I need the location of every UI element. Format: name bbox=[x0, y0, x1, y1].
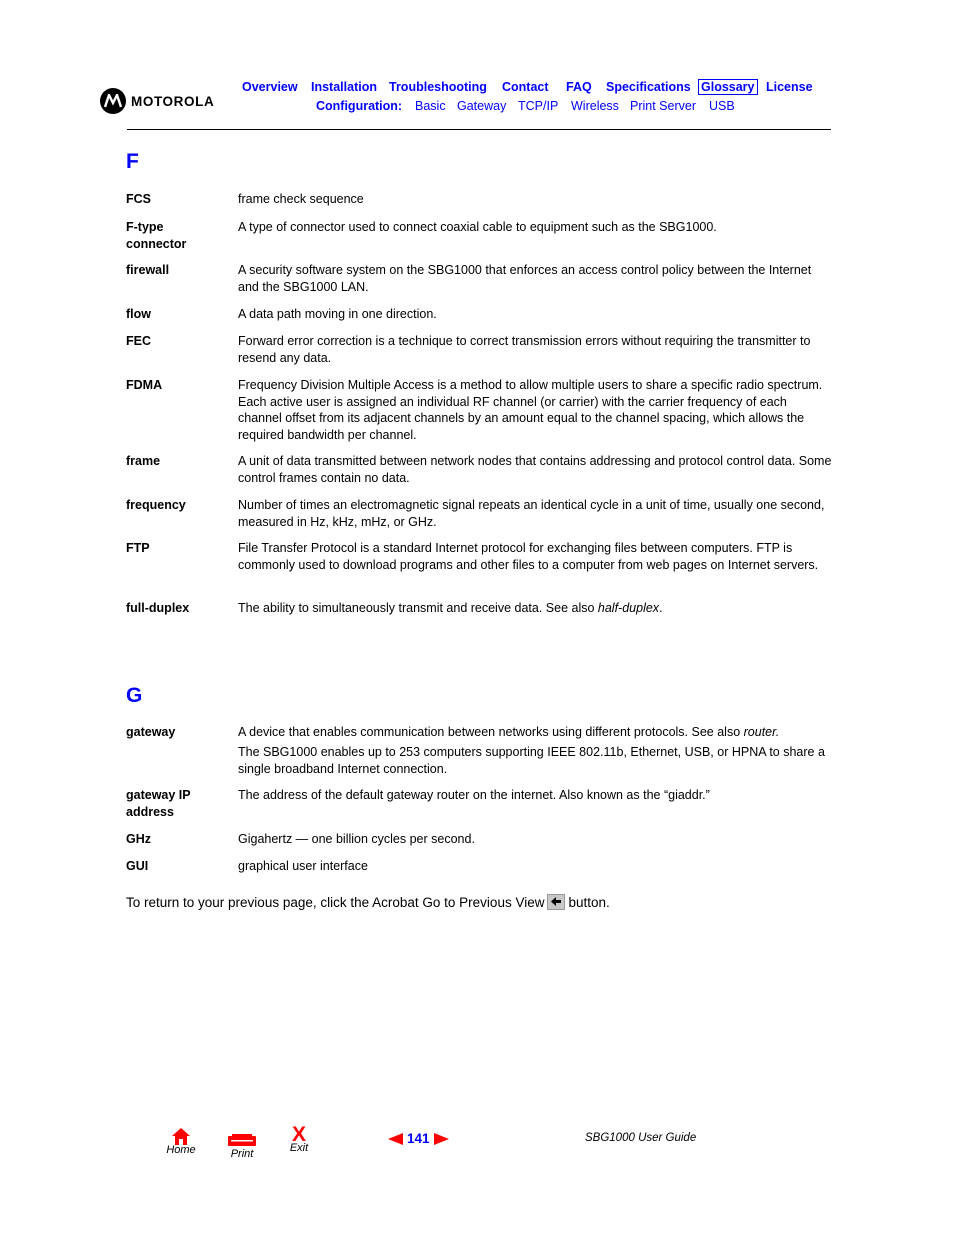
section-heading-g: G bbox=[126, 684, 143, 707]
cross-reference-link: half-duplex bbox=[597, 601, 660, 615]
glossary-term: FCS bbox=[126, 192, 151, 206]
glossary-definition: A type of connector used to connect coaxial cable to equipment such as the SBG1000. bbox=[238, 220, 717, 234]
glossary-term: FTP bbox=[126, 541, 150, 555]
glossary-definition: Number of times an electromagnetic signal repeats an identical cycle in a unit of time, usually one second, measured in Hz, kHz, mHz, or GHz. bbox=[238, 498, 825, 529]
glossary-definition-extra: The SBG1000 enables up to 253 computers supporting IEEE 802.11b, Ethernet, USB, or HPNA to share a single broadband Internet connection. bbox=[238, 745, 825, 776]
glossary-definition: A data path moving in one direction. bbox=[238, 307, 437, 321]
glossary-definition: A unit of data transmitted between network nodes that contains addressing and protocol control data. Some control frames contain no data. bbox=[238, 454, 832, 485]
glossary-term: flow bbox=[126, 307, 151, 321]
config-link-usb[interactable]: USB bbox=[709, 99, 735, 113]
configuration-label: Configuration: bbox=[316, 99, 403, 113]
config-link-wireless[interactable]: Wireless bbox=[571, 99, 619, 113]
config-link-print-server[interactable]: Print Server bbox=[630, 99, 696, 113]
config-link-basic[interactable]: Basic bbox=[415, 99, 446, 113]
page-number: 141 bbox=[407, 1131, 430, 1146]
nav-link-contact[interactable]: Contact bbox=[502, 80, 549, 94]
glossary-definition: A device that enables communication between networks using different protocols. See also router. bbox=[238, 725, 780, 739]
home-icon bbox=[172, 1128, 190, 1145]
print-button[interactable] bbox=[226, 1134, 258, 1160]
cross-reference-link: router. bbox=[743, 725, 780, 739]
exit-button[interactable] bbox=[284, 1124, 314, 1154]
glossary-definition: Gigahertz — one billion cycles per second. bbox=[238, 832, 475, 846]
nav-link-specifications[interactable]: Specifications bbox=[606, 80, 691, 94]
glossary-term: gateway IP address bbox=[126, 788, 191, 819]
nav-link-license[interactable]: License bbox=[766, 80, 813, 94]
page-navigator bbox=[388, 1131, 449, 1146]
guide-title: SBG1000 User Guide bbox=[585, 1132, 697, 1144]
glossary-definition: The ability to simultaneously transmit and receive data. See also half-duplex. bbox=[238, 601, 663, 615]
glossary-definition: The address of the default gateway router on the internet. Also known as the “giaddr.” bbox=[238, 788, 710, 802]
nav-link-faq[interactable]: FAQ bbox=[566, 80, 592, 94]
glossary-term: frame bbox=[126, 454, 161, 468]
glossary-term: GHz bbox=[126, 832, 151, 846]
motorola-emblem-icon bbox=[100, 88, 126, 114]
glossary-term: F-type connector bbox=[126, 220, 187, 251]
home-label: Home bbox=[166, 1144, 196, 1156]
config-link-gateway[interactable]: Gateway bbox=[457, 99, 507, 113]
glossary-term: firewall bbox=[126, 263, 170, 277]
print-label: Print bbox=[230, 1148, 254, 1160]
go-to-previous-view-icon[interactable] bbox=[547, 894, 565, 910]
return-note: To return to your previous page, click the Acrobat Go to Previous View button. bbox=[126, 895, 610, 910]
glossary-term: frequency bbox=[126, 498, 186, 512]
glossary-definition: graphical user interface bbox=[238, 859, 368, 873]
exit-label: Exit bbox=[289, 1142, 309, 1154]
section-heading-f: F bbox=[126, 150, 139, 173]
glossary-term: full-duplex bbox=[126, 601, 190, 615]
brand-name: MOTOROLA bbox=[131, 93, 215, 109]
nav-link-troubleshooting[interactable]: Troubleshooting bbox=[389, 80, 487, 94]
printer-icon bbox=[228, 1134, 256, 1146]
glossary-definition: frame check sequence bbox=[238, 192, 364, 206]
glossary-definition: A security software system on the SBG1000 that enforces an access control policy between the Internet and the SBG1000 LAN. bbox=[238, 263, 812, 294]
home-button[interactable] bbox=[163, 1128, 199, 1156]
glossary-term: GUI bbox=[126, 859, 149, 873]
glossary-term: gateway bbox=[126, 725, 176, 739]
glossary-definition: Frequency Division Multiple Access is a method to allow multiple users to share a specific radio spectrum. Each active user is assigned an individual RF channel (or carrier) with the carrier frequency of each channel offset from its adjacent channels by an amount equal to the channel spacing, which allows the required bandwidth per channel. bbox=[238, 378, 823, 442]
previous-page-arrow-icon[interactable] bbox=[388, 1133, 403, 1145]
nav-link-installation[interactable]: Installation bbox=[311, 80, 377, 94]
nav-link-overview[interactable]: Overview bbox=[242, 80, 298, 94]
exit-x-icon: X bbox=[291, 1123, 306, 1146]
next-page-arrow-icon[interactable] bbox=[434, 1133, 449, 1145]
header-divider bbox=[127, 129, 831, 130]
glossary-definition: Forward error correction is a technique to correct transmission errors without requiring the transmitter to resend any data. bbox=[238, 334, 811, 365]
motorola-logo bbox=[100, 88, 214, 114]
glossary-term: FDMA bbox=[126, 378, 163, 392]
config-link-tcpip[interactable]: TCP/IP bbox=[518, 99, 559, 113]
nav-link-glossary[interactable]: Glossary bbox=[701, 80, 755, 94]
glossary-definition: File Transfer Protocol is a standard Internet protocol for exchanging files between computers. FTP is commonly used to download programs and other files to a computer from web pages on Internet servers. bbox=[238, 541, 819, 572]
glossary-term: FEC bbox=[126, 334, 151, 348]
